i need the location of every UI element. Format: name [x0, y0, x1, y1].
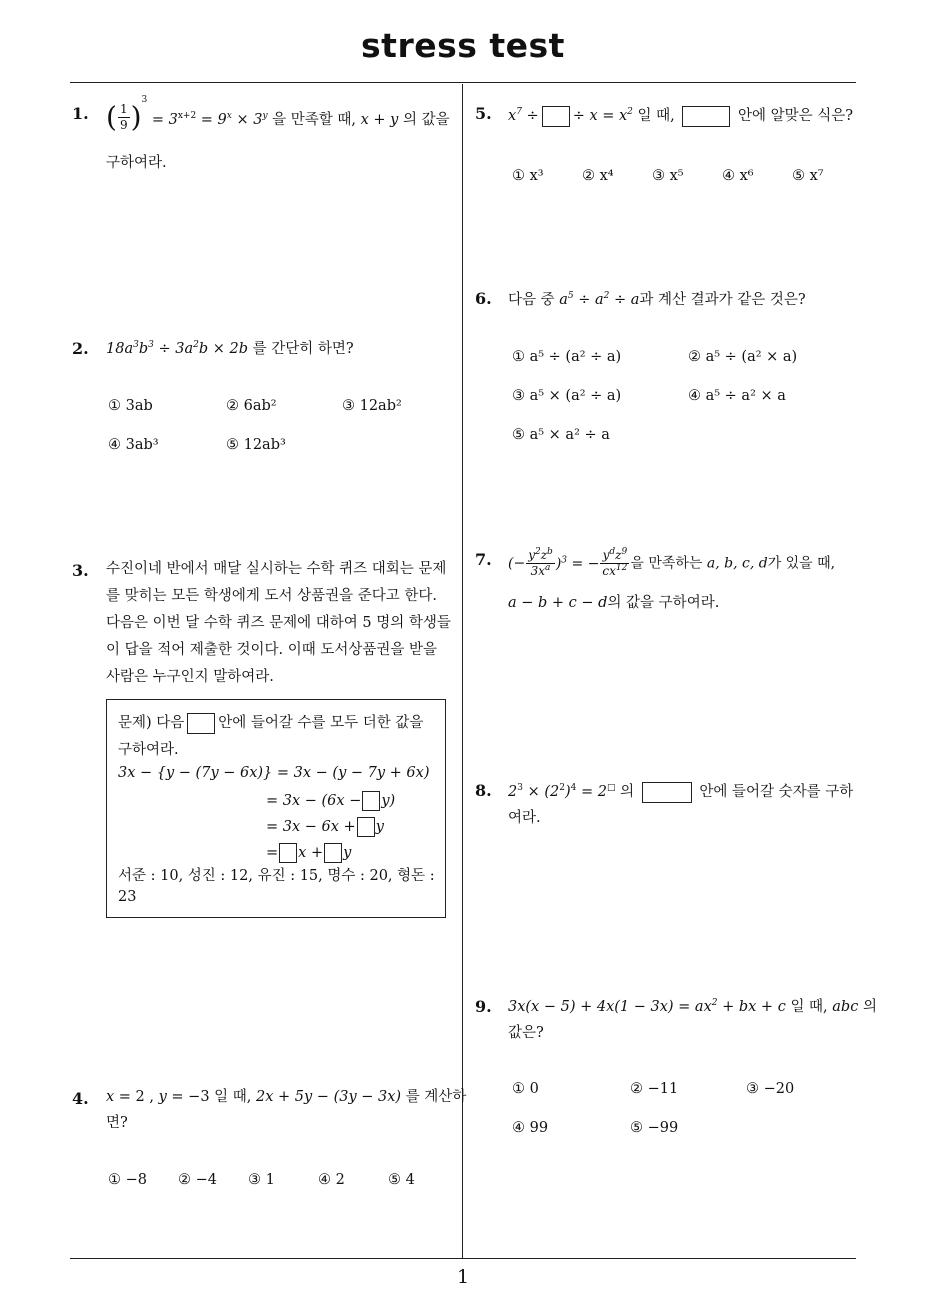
question-4-option-1[interactable]: ① −8	[108, 1172, 147, 1188]
question-1-text-b: 의 값을	[403, 111, 450, 128]
question-5-text-a: 일 때,	[637, 108, 675, 124]
question-9-stem: $3x(x - 5) + 4x(1 - 3x) = ax^2$ + bx + c 일 때, abc 의	[508, 998, 877, 1015]
question-3-text	[106, 556, 451, 691]
question-4-number: 4.	[72, 1089, 89, 1108]
question-8-stem: $2^3 \times (2^2)^4 = 2^□$ 의 안에 들어갈 숫자를 구하	[508, 779, 853, 805]
question-5-option-3[interactable]: ③ x⁵	[652, 168, 684, 184]
blank-box	[542, 106, 570, 127]
question-9-option-1[interactable]: ① 0	[512, 1081, 539, 1097]
question-6-text-b: 과 계산 결과가 같은 것은?	[639, 292, 806, 308]
question-6-option-5[interactable]: ⑤ a⁵ × a² ÷ a	[512, 427, 610, 443]
question-4-option-2[interactable]: ② −4	[178, 1172, 217, 1188]
question-5-option-5[interactable]: ⑤ x⁷	[792, 168, 824, 184]
question-3-box-line-1	[118, 711, 423, 734]
question-5-option-1[interactable]: ① x³	[512, 168, 544, 184]
question-9-text-c: 값은?	[508, 1025, 544, 1041]
question-4-text-a: 일 때,	[214, 1089, 252, 1105]
question-3-line: 사람은 누구인지 말하여라.	[106, 669, 274, 685]
question-3-number: 3.	[72, 561, 89, 580]
blank-box	[187, 713, 215, 734]
blank-box	[279, 843, 297, 863]
page-title: stress test	[361, 26, 565, 65]
question-4-text-b: 를 계산하	[405, 1089, 467, 1105]
question-3-box-eq-1: 3x − {y − (7y − 6x)} = 3x − (y − 7y + 6x)	[118, 765, 430, 781]
question-9-number: 9.	[475, 997, 492, 1016]
question-3-box-eq-2: = 3x − (6x − y)	[266, 793, 396, 809]
blank-box	[357, 817, 375, 837]
question-7-text-b: 가 있을 때,	[767, 555, 836, 572]
blank-box	[362, 791, 380, 811]
question-7-line-2: a − b + c − d의 값을 구하여라.	[508, 595, 720, 611]
question-9-option-2[interactable]: ② −11	[630, 1081, 679, 1097]
question-3-box-answers-2: 23	[118, 889, 137, 905]
question-3-box-text-b: 안에 들어갈 수를 모두 더한 값을	[218, 715, 424, 731]
question-6-option-4[interactable]: ④ a⁵ ÷ a² × a	[688, 388, 786, 404]
question-4-option-3[interactable]: ③ 1	[248, 1172, 275, 1188]
question-3-line: 다음은 이번 달 수학 퀴즈 문제에 대하여 5 명의 학생들	[106, 615, 451, 631]
footer-rule	[70, 1258, 856, 1259]
question-3-box-text-a: 문제) 다음	[118, 715, 185, 731]
header-rule	[70, 82, 856, 83]
question-9-option-3[interactable]: ③ −20	[746, 1081, 795, 1097]
question-1-text-c: 구하여라.	[106, 155, 167, 171]
question-2-option-5[interactable]: ⑤ 12ab³	[226, 437, 286, 453]
question-5-option-2[interactable]: ② x⁴	[582, 168, 614, 184]
question-6-option-3[interactable]: ③ a⁵ × (a² ÷ a)	[512, 388, 622, 404]
question-7-text-c: 의 값을 구하여라.	[607, 595, 720, 611]
question-3-line: 수진이네 반에서 매달 실시하는 수학 퀴즈 대회는 문제	[106, 561, 447, 577]
question-6-option-2[interactable]: ② a⁵ ÷ (a² × a)	[688, 349, 798, 365]
question-8-text-b: 안에 들어갈 숫자를 구하	[699, 784, 854, 800]
question-6-stem: 다음 중 $a^5 \div a^2 \div a$과 계산 결과가 같은 것은?	[508, 291, 806, 308]
question-2-text: 를 간단히 하면?	[252, 341, 354, 357]
question-8-text-a: 의	[620, 784, 635, 800]
question-5-text-b: 안에 알맞은 식은?	[737, 108, 854, 124]
question-1-text-a: 을 만족할 때,	[272, 111, 357, 128]
question-3-line: 를 맞히는 모든 학생에게 도서 상품권을 준다고 한다.	[106, 588, 438, 604]
question-9-option-5[interactable]: ⑤ −99	[630, 1120, 679, 1136]
question-2-number: 2.	[72, 339, 89, 358]
question-6-number: 6.	[475, 289, 492, 308]
question-4-option-4[interactable]: ④ 2	[318, 1172, 345, 1188]
question-2-option-2[interactable]: ② 6ab²	[226, 398, 277, 414]
blank-box	[682, 106, 730, 127]
question-3-box-eq-4: = x + y	[266, 845, 352, 861]
question-8-number: 8.	[475, 781, 492, 800]
question-4-option-5[interactable]: ⑤ 4	[388, 1172, 415, 1188]
blank-box	[324, 843, 342, 863]
question-4-text-c: 면?	[106, 1115, 128, 1131]
question-2-option-4[interactable]: ④ 3ab³	[108, 437, 159, 453]
question-7-stem: (− $\frac{y^2z^b}{3x^a}$ )$^3$ = − $\frac{y^dz^9}{cx^{12}}$ 을 만족하는 a, b, c, d가 있을 때,	[508, 547, 836, 578]
question-9-text-a: 일 때,	[790, 999, 828, 1015]
question-2-option-1[interactable]: ① 3ab	[108, 398, 153, 414]
question-8-text-c: 여라.	[508, 810, 541, 826]
question-3-box-answers-1: 서준 : 10, 성진 : 12, 유진 : 15, 명수 : 20, 형돈 :	[118, 868, 435, 884]
question-6-text-a: 다음 중	[508, 292, 555, 308]
question-9-option-4[interactable]: ④ 99	[512, 1120, 549, 1136]
question-3-line: 이 답을 적어 제출한 것이다. 이때 도서상품권을 받을	[106, 642, 438, 658]
blank-box	[642, 782, 692, 803]
question-2-stem: $18a^3b^3 \div 3a^2b \times 2b$ 를 간단히 하면?	[106, 340, 354, 357]
question-1-number: 1.	[72, 104, 89, 123]
page-number: 1	[456, 1266, 470, 1288]
question-1-equation-line: ( $\frac{1}{9}$ )$^3 = 3^{x+2} = 9^x \times 3^y$ 을 만족할 때, x + y 의 값을	[106, 94, 450, 134]
question-2-option-3[interactable]: ③ 12ab²	[342, 398, 402, 414]
question-3-box-eq-3: = 3x − 6x + y	[266, 819, 384, 835]
question-5-number: 5.	[475, 104, 492, 123]
question-5-stem: $x^7$ ÷ ÷ $x = x^2$ 일 때, 안에 알맞은 식은?	[508, 103, 853, 129]
question-3-box-line-2: 구하여라.	[118, 742, 179, 758]
question-4-stem: x = 2 , y = −3 일 때, 2x + 5y − (3y − 3x) 를 계산하	[106, 1089, 467, 1105]
question-7-number: 7.	[475, 550, 492, 569]
question-7-text-a: 을 만족하는	[630, 555, 703, 572]
question-9-text-b: 의	[862, 999, 877, 1015]
question-5-option-4[interactable]: ④ x⁶	[722, 168, 754, 184]
column-divider	[462, 84, 463, 1258]
question-6-option-1[interactable]: ① a⁵ ÷ (a² ÷ a)	[512, 349, 622, 365]
